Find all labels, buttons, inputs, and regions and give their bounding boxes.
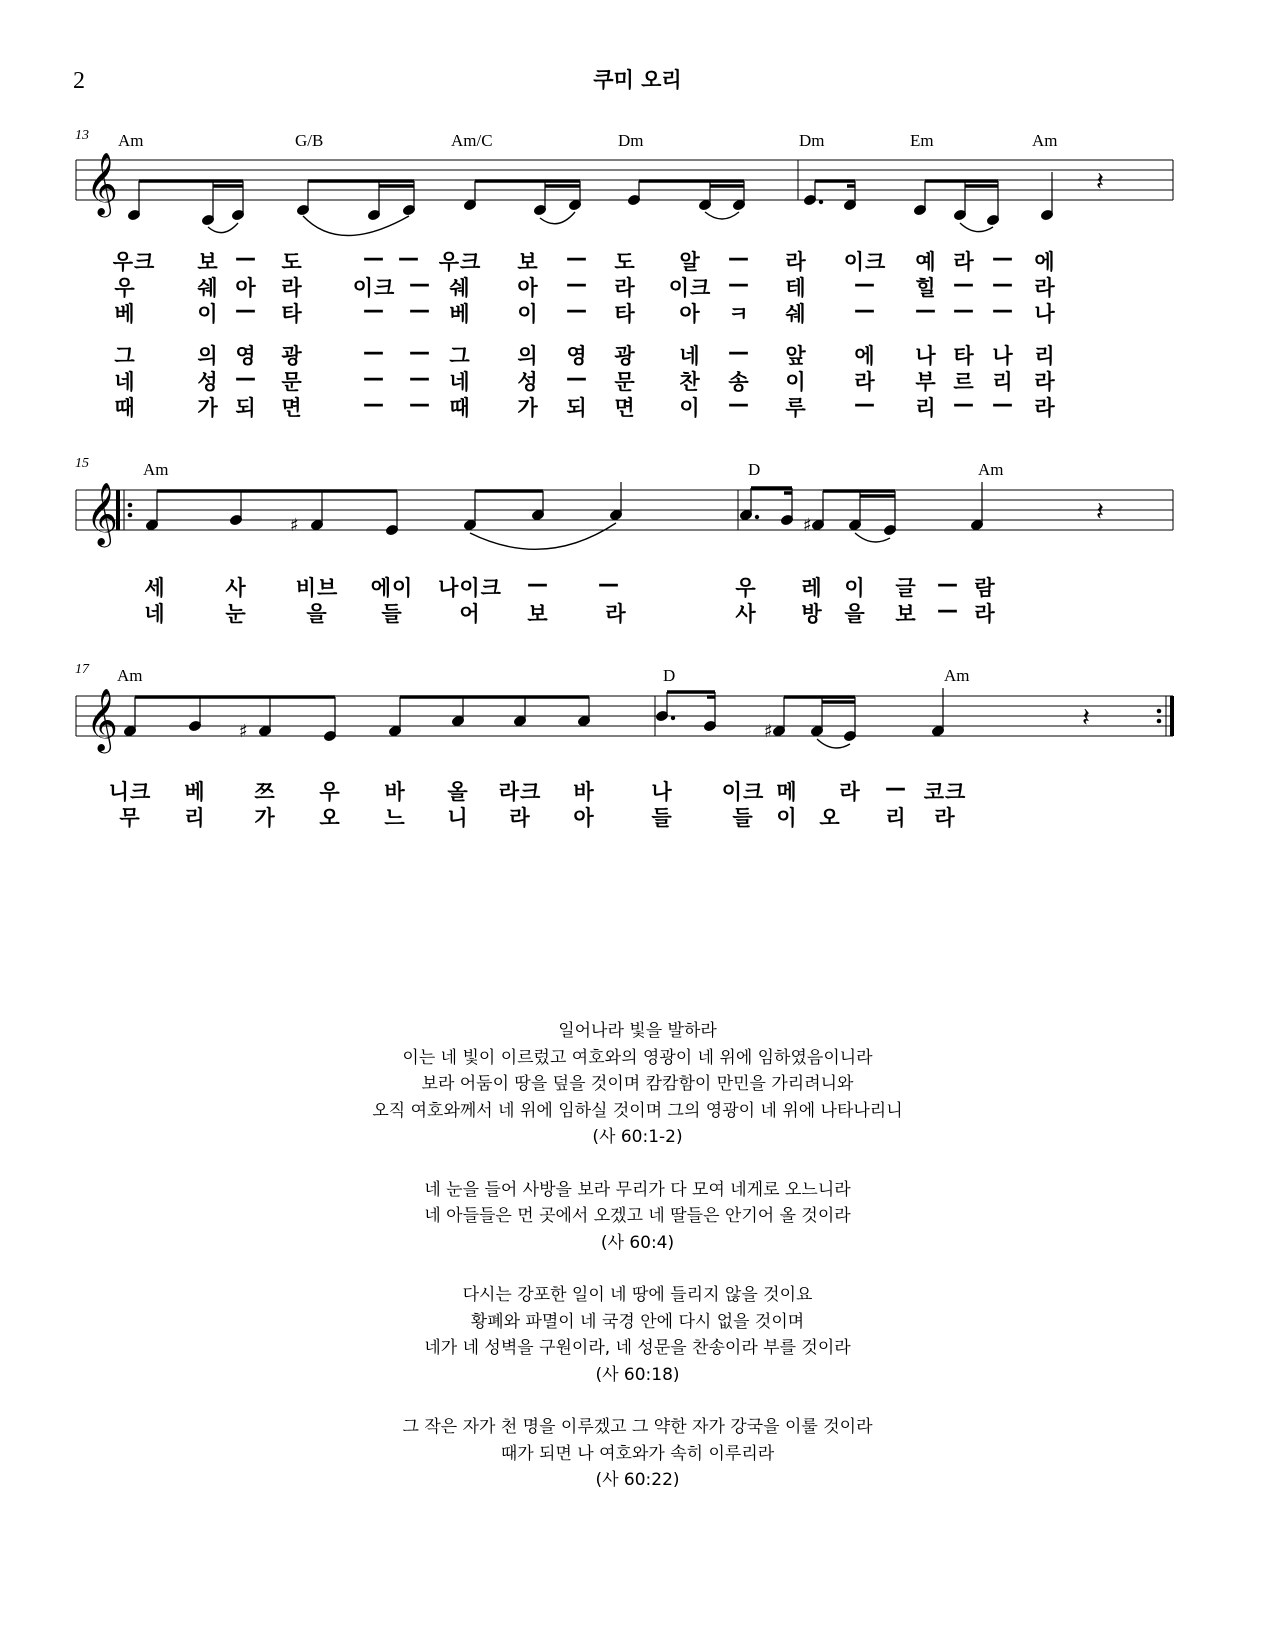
lyric-syllable: 쯔 — [254, 780, 276, 804]
lyric-syllable: 네 — [679, 344, 701, 368]
lyric-syllable: 라 — [281, 276, 303, 300]
lyric-syllable: 니 — [447, 806, 469, 830]
lyric-syllable: — — [235, 298, 257, 322]
lyric-syllable: 라 — [953, 250, 975, 274]
scripture-reference: (사 60:1-2) — [592, 1127, 683, 1147]
lyric-syllable: 성 — [517, 370, 539, 394]
lyric-row — [0, 272, 1275, 298]
staff-2 — [0, 480, 1275, 580]
lyric-syllable: — — [363, 340, 385, 364]
lyric-syllable: 테 — [785, 276, 807, 300]
lyric-row — [0, 598, 1275, 624]
measure-number: 17 — [75, 662, 89, 677]
lyric-syllable: 메 — [776, 780, 798, 804]
lyric-syllable: 쉐 — [197, 276, 219, 300]
lyric-syllable: — — [728, 272, 750, 296]
lyric-syllable: 우크 — [438, 250, 482, 274]
quarter-rest-icon: 𝄽 — [1096, 167, 1104, 197]
lyric-syllable: 성 — [197, 370, 219, 394]
quarter-rest-icon: 𝄽 — [1082, 703, 1090, 733]
lyric-syllable: 나 — [992, 344, 1014, 368]
chord-symbol: D — [748, 460, 761, 479]
lyric-syllable: 느 — [384, 806, 406, 830]
lyric-syllable: — — [937, 572, 959, 596]
lyric-syllable: — — [992, 298, 1014, 322]
lyric-syllable: 리 — [992, 370, 1014, 394]
lyric-syllable: — — [854, 392, 876, 416]
lyric-row — [0, 366, 1275, 392]
scripture-block — [0, 1177, 1275, 1257]
lyric-syllable: — — [598, 572, 620, 596]
lyric-syllable: 바 — [573, 780, 595, 804]
lyric-syllable: 타 — [281, 302, 303, 326]
scripture-line: 네가 네 성벽을 구원이라, 네 성문을 찬송이라 부를 것이라 — [424, 1338, 851, 1358]
lyric-syllable: 리 — [915, 396, 937, 420]
lyric-syllable: — — [566, 366, 588, 390]
lyric-syllable: 나이크 — [438, 576, 502, 600]
lyric-syllable: — — [363, 298, 385, 322]
staff-3 — [0, 686, 1275, 786]
lyric-syllable: 라 — [854, 370, 876, 394]
lyric-syllable: — — [915, 298, 937, 322]
lyric-syllable: 때 — [449, 396, 471, 420]
lyric-syllable: 면 — [614, 396, 636, 420]
lyric-syllable: — — [992, 392, 1014, 416]
lyric-syllable: 광 — [614, 344, 636, 368]
lyric-syllable: — — [409, 392, 431, 416]
scripture-line: 때가 되면 나 여호와가 속히 이루리라 — [500, 1443, 775, 1464]
page-title: 쿠미 오리 — [593, 68, 682, 92]
scripture-line: 네 눈을 들어 사방을 보라 무리가 다 모여 네게로 오느니라 — [424, 1179, 851, 1200]
lyric-syllable: — — [566, 246, 588, 270]
chord-symbol: Am — [978, 460, 1004, 479]
lyric-syllable: 에이 — [370, 576, 414, 600]
lyric-syllable: 라 — [1034, 370, 1056, 394]
chord-symbol: G/B — [295, 131, 324, 150]
lyric-syllable: 그 — [114, 344, 136, 368]
lyric-syllable: — — [566, 272, 588, 296]
lyric-syllable: 도 — [281, 250, 303, 274]
lyric-syllable: 네 — [114, 370, 136, 394]
lyric-syllable: 라 — [785, 250, 807, 274]
chord-symbol: Dm — [799, 131, 825, 150]
sharp-icon: ♯ — [803, 515, 812, 536]
lyric-syllable: 레 — [801, 576, 823, 600]
lyric-syllable: 부 — [915, 370, 937, 394]
chord-symbol: Am — [118, 131, 144, 150]
lyric-syllable: — — [409, 340, 431, 364]
lyric-syllable: 광 — [281, 344, 303, 368]
lyric-syllable: 우 — [114, 276, 136, 300]
lyric-syllable: 보 — [527, 602, 549, 626]
chord-symbol: Am — [1032, 131, 1058, 150]
lyric-syllable: 라 — [934, 806, 956, 830]
lyric-syllable: — — [235, 366, 257, 390]
lyric-syllable: 오 — [319, 806, 341, 830]
lyric-syllable: 네 — [144, 602, 166, 626]
lyric-syllable: 타 — [953, 344, 975, 368]
lyric-syllable: 리 — [184, 806, 206, 830]
lyric-row — [0, 340, 1275, 366]
lyric-row — [0, 776, 1275, 802]
lyric-syllable: 르 — [953, 370, 975, 394]
lyric-syllable: — — [992, 246, 1014, 270]
lyric-syllable: — — [398, 246, 420, 270]
lyric-syllable: 이 — [197, 302, 219, 326]
lyric-syllable: 오 — [819, 806, 841, 830]
scripture-block — [0, 1018, 1275, 1151]
lyric-syllable: 코크 — [923, 780, 967, 804]
lyric-syllable: 보 — [895, 602, 917, 626]
lyric-syllable: 베 — [449, 302, 471, 326]
lyric-syllable: — — [363, 392, 385, 416]
lyric-syllable: 도 — [614, 250, 636, 274]
lyric-syllable: — — [854, 298, 876, 322]
staff-1 — [0, 150, 1275, 250]
lyric-syllable: 문 — [614, 370, 636, 394]
lyric-syllable: — — [409, 366, 431, 390]
lyric-syllable: 바 — [384, 780, 406, 804]
lyric-syllable: 찬 — [679, 370, 701, 394]
lyric-syllable: 예 — [915, 250, 937, 274]
lyric-row — [0, 246, 1275, 272]
lyric-syllable: 라 — [614, 276, 636, 300]
lyric-syllable: 이 — [776, 806, 798, 830]
lyric-syllable: 영 — [235, 344, 257, 368]
lyric-syllable: 보 — [517, 250, 539, 274]
lyric-syllable: 라 — [974, 602, 996, 626]
lyric-syllable: 이크 — [668, 276, 712, 300]
scripture-line: 황폐와 파멸이 네 국경 안에 다시 없을 것이며 — [470, 1311, 805, 1332]
lyric-syllable: 아 — [679, 302, 701, 326]
lyric-row — [0, 802, 1275, 828]
lyric-syllable: 문 — [281, 370, 303, 394]
lyric-syllable: 어 — [459, 602, 481, 626]
lyric-syllable: 알 — [679, 250, 701, 274]
lyric-syllable: 이 — [844, 576, 866, 600]
lyric-syllable: 영 — [566, 344, 588, 368]
chord-symbol: Am — [944, 666, 970, 685]
scripture-block — [0, 1414, 1275, 1494]
lyric-syllable: 보 — [197, 250, 219, 274]
lyric-syllable: 라 — [1034, 276, 1056, 300]
lyric-syllable: — — [953, 272, 975, 296]
scripture-reference: (사 60:18) — [595, 1364, 680, 1385]
scripture-line: 보라 어둠이 땅을 덮을 것이며 캄캄함이 만민을 가리려니와 — [421, 1074, 854, 1094]
measure-number: 13 — [75, 128, 89, 143]
lyric-syllable: 리 — [885, 806, 907, 830]
lyric-syllable: 을 — [844, 602, 866, 626]
lyric-syllable: 나 — [1034, 302, 1056, 326]
lyric-syllable: 라크 — [498, 780, 542, 804]
lyric-syllable: 글 — [895, 576, 917, 600]
lyric-syllable: 베 — [114, 302, 136, 326]
scripture-line: 이는 네 빛이 이르렀고 여호와의 영광이 네 위에 임하였음이니라 — [402, 1047, 873, 1068]
lyric-syllable: 의 — [197, 344, 219, 368]
lyric-syllable: 라 — [509, 806, 531, 830]
sharp-icon: ♯ — [290, 515, 299, 536]
lyric-syllable: 방 — [801, 602, 823, 626]
scripture-reference: (사 60:22) — [595, 1470, 680, 1490]
lyric-syllable: 루 — [785, 396, 807, 420]
scripture-line: 그 작은 자가 천 명을 이루겠고 그 약한 자가 강국을 이룰 것이라 — [402, 1417, 873, 1437]
lyric-syllable: 우 — [319, 780, 341, 804]
lyric-syllable: — — [527, 572, 549, 596]
lyric-syllable: 우 — [735, 576, 757, 600]
lyric-syllable: 들 — [651, 806, 673, 830]
lyric-syllable: ㅋ — [728, 302, 750, 326]
lyric-syllable: 되 — [235, 396, 257, 420]
lyric-syllable: 타 — [614, 302, 636, 326]
lyric-syllable: — — [363, 246, 385, 270]
lyric-syllable: 아 — [573, 806, 595, 830]
lyric-syllable: — — [953, 298, 975, 322]
lyric-syllable: 세 — [144, 576, 166, 600]
lyric-syllable: — — [992, 272, 1014, 296]
sharp-icon: ♯ — [764, 721, 773, 742]
lyric-syllable: 아 — [517, 276, 539, 300]
chord-symbol: Am — [143, 460, 169, 479]
page-number: 2 — [73, 68, 85, 94]
lyric-syllable: 힐 — [915, 276, 937, 300]
lyric-row — [0, 572, 1275, 598]
lyric-syllable: 올 — [447, 780, 469, 804]
scripture-line: 다시는 강포한 일이 네 땅에 들리지 않을 것이요 — [462, 1285, 813, 1305]
lyric-syllable: 가 — [517, 396, 539, 420]
scripture-line: 오직 여호와께서 네 위에 임하실 것이며 그의 영광이 네 위에 나타나리니 — [372, 1100, 903, 1121]
lyric-syllable: 앞 — [785, 344, 807, 368]
lyric-row — [0, 298, 1275, 324]
lyric-syllable: 쉐 — [449, 276, 471, 300]
lyric-syllable: 가 — [197, 396, 219, 420]
chord-symbol: Dm — [618, 131, 644, 150]
lyric-syllable: 네 — [449, 370, 471, 394]
lyric-syllable: — — [728, 392, 750, 416]
treble-clef-icon: 𝄞 — [86, 482, 118, 545]
lyric-syllable: 송 — [728, 370, 750, 394]
lyric-syllable: — — [409, 298, 431, 322]
lyric-syllable: 사 — [735, 602, 757, 626]
lyric-syllable: 라 — [839, 780, 861, 804]
lyric-syllable: 비브 — [295, 576, 339, 600]
scripture-passages — [0, 1018, 1275, 1494]
lyric-syllable: 에 — [854, 344, 876, 368]
lyric-syllable: 들 — [381, 602, 403, 626]
scripture-block — [0, 1282, 1275, 1388]
lyric-syllable: — — [409, 272, 431, 296]
lyric-syllable: 이 — [517, 302, 539, 326]
lyric-syllable: 들 — [732, 806, 754, 830]
lyric-syllable: — — [235, 246, 257, 270]
lyric-syllable: 이크 — [721, 780, 765, 804]
lyric-syllable: — — [937, 598, 959, 622]
lyric-syllable: — — [363, 366, 385, 390]
measure-number: 15 — [75, 456, 89, 471]
lyric-syllable: — — [728, 340, 750, 364]
lyric-syllable: — — [854, 272, 876, 296]
lyric-syllable: 쉐 — [785, 302, 807, 326]
treble-clef-icon: 𝄞 — [86, 152, 118, 215]
lyric-syllable: 때 — [114, 396, 136, 420]
chord-symbol: Em — [910, 131, 934, 150]
lyric-syllable: 아 — [235, 276, 257, 300]
scripture-line: 일어나라 빛을 발하라 — [558, 1021, 717, 1041]
lyric-syllable: 사 — [225, 576, 247, 600]
lyric-syllable: 람 — [974, 576, 996, 600]
quarter-rest-icon: 𝄽 — [1096, 497, 1104, 527]
lyric-syllable: 의 — [517, 344, 539, 368]
lyric-syllable: 면 — [281, 396, 303, 420]
lyric-syllable: 니크 — [108, 780, 152, 804]
chord-symbol: Am — [117, 666, 143, 685]
lyric-syllable: 이 — [785, 370, 807, 394]
lyric-syllable: 되 — [566, 396, 588, 420]
lyric-syllable: 라 — [605, 602, 627, 626]
lyric-syllable: — — [885, 776, 907, 800]
lyric-syllable: 나 — [915, 344, 937, 368]
scripture-reference: (사 60:4) — [600, 1232, 675, 1253]
lyric-syllable: 이크 — [843, 250, 887, 274]
lyric-syllable: 우크 — [112, 250, 156, 274]
lyric-syllable: — — [566, 298, 588, 322]
lyric-syllable: 베 — [184, 780, 206, 804]
lyric-syllable: 이 — [679, 396, 701, 420]
treble-clef-icon: 𝄞 — [86, 688, 118, 751]
lyric-syllable: 이크 — [352, 276, 396, 300]
lyric-syllable: 라 — [1034, 396, 1056, 420]
lyric-syllable: 무 — [119, 806, 141, 830]
lyric-row — [0, 392, 1275, 418]
chord-symbol: Am/C — [451, 131, 493, 150]
lyric-syllable: 그 — [449, 344, 471, 368]
scripture-line: 네 아들들은 먼 곳에서 오겠고 네 딸들은 안기어 올 것이라 — [424, 1206, 851, 1226]
lyric-syllable: — — [953, 392, 975, 416]
sharp-icon: ♯ — [239, 721, 248, 742]
lyric-syllable: 가 — [254, 806, 276, 830]
lyric-syllable: 에 — [1034, 250, 1056, 274]
lyric-syllable: 나 — [651, 780, 673, 804]
chord-symbol: D — [663, 666, 676, 685]
lyric-syllable: 을 — [306, 602, 328, 626]
lyric-syllable: — — [728, 246, 750, 270]
lyric-syllable: 눈 — [225, 602, 247, 626]
lyric-syllable: 리 — [1034, 344, 1056, 368]
